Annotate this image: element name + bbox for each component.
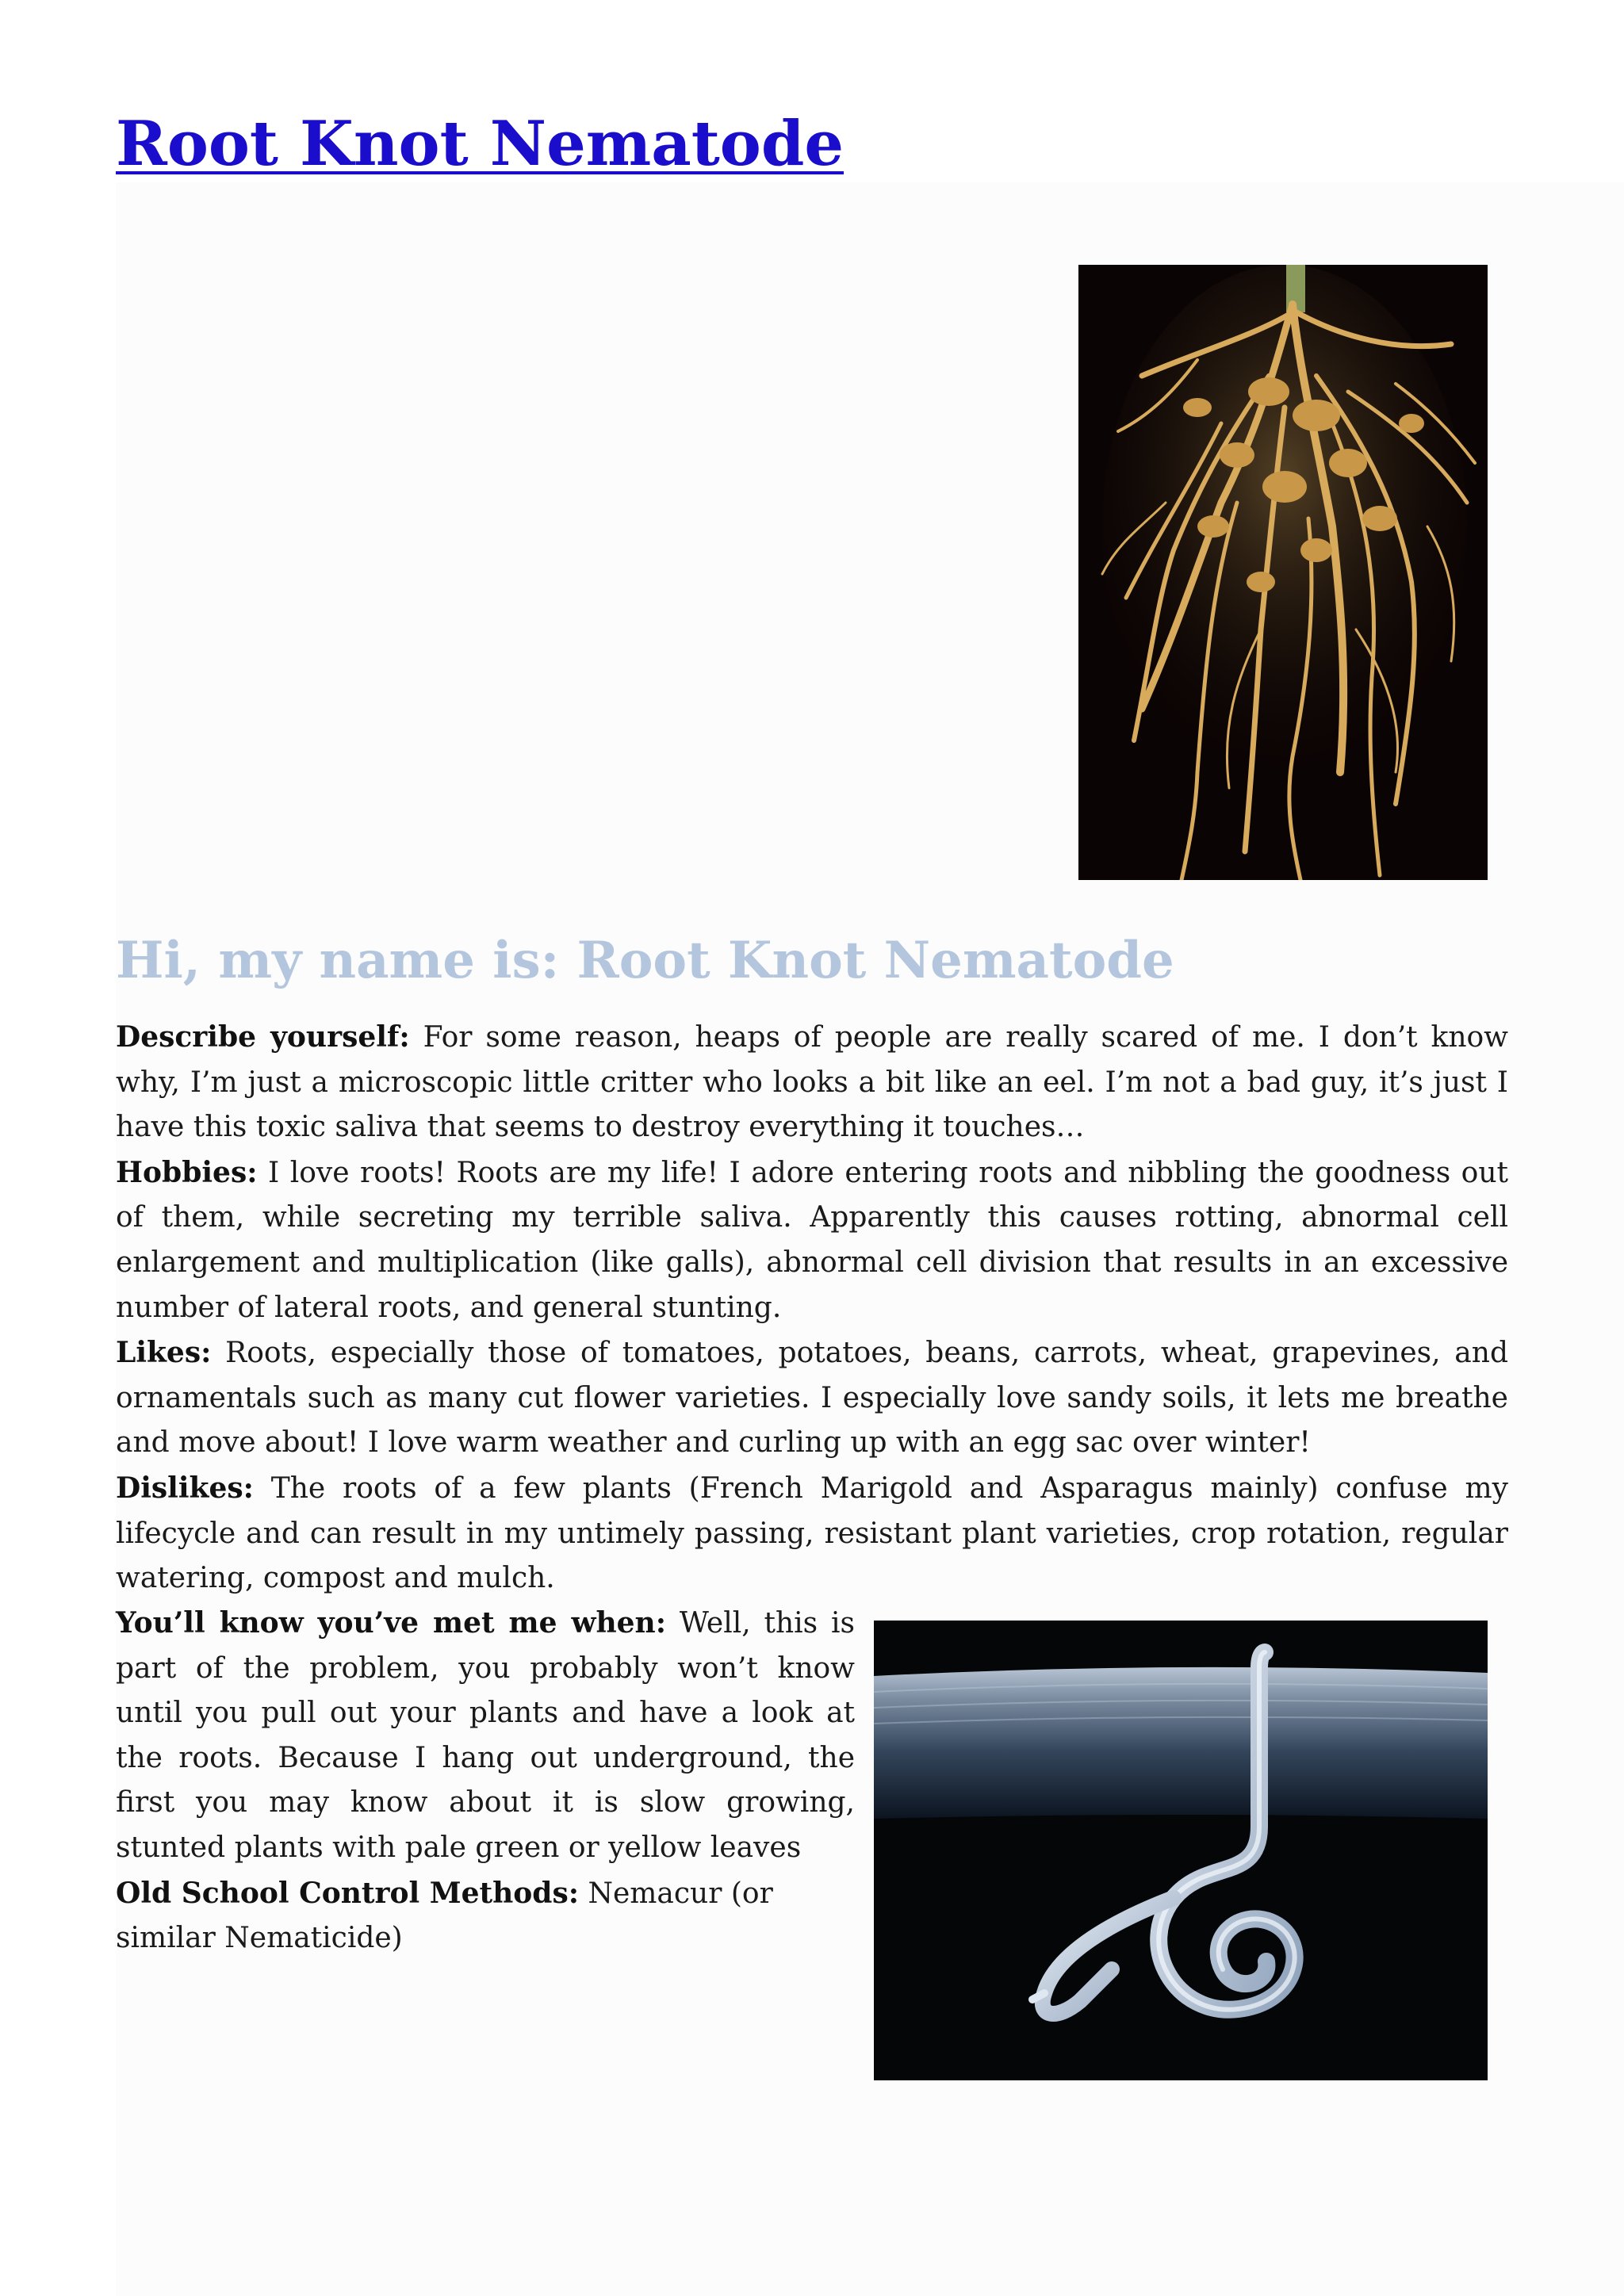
met-paragraph: [116, 1601, 855, 1871]
hobbies-paragraph: [116, 1150, 1508, 1330]
describe-paragraph: [116, 1015, 1508, 1150]
describe-label: Describe yourself:: [116, 1020, 410, 1054]
dislikes-paragraph: [116, 1466, 1508, 1601]
hobbies-text: I love roots! Roots are my life! I adore entering roots and nibbling the goodness out of them, while secreting my terrible saliva. Apparently this causes rotting, abnormal cell enlargement and multiplication (like galls), abnormal cell division that results in an excessive number of lateral roots, and general stunting.: [116, 1156, 1508, 1324]
lower-text: [116, 1601, 855, 1961]
control-paragraph: [116, 1871, 855, 1961]
nematode-on-root-photo: [874, 1621, 1488, 2080]
page-title[interactable]: Root Knot Nematode: [116, 108, 844, 180]
section-heading: Hi, my name is: Root Knot Nematode: [116, 931, 1174, 990]
dislikes-label: Dislikes:: [116, 1471, 254, 1505]
control-text: Nemacur (or similar Nematicide): [116, 1877, 773, 1955]
root-knot-galls-photo: [1078, 265, 1488, 880]
describe-text: For some reason, heaps of people are really scared of me. I don’t know why, I’m just a microscopic little critter who looks a bit like an eel. I’m not a bad guy, it’s just I have this toxic saliva that seems to destroy everything it touches…: [116, 1021, 1508, 1144]
control-label: Old School Control Methods:: [116, 1876, 580, 1910]
profile-text: [116, 1015, 1508, 1601]
likes-label: Likes:: [116, 1336, 212, 1370]
likes-text: Roots, especially those of tomatoes, potatoes, beans, carrots, wheat, grapevines, and ornamentals such as many cut flower varieties. I especially love sandy soils, it lets me breathe and move about! I love warm weather and curling up with an egg sac over winter!: [116, 1337, 1508, 1460]
met-text: Well, this is part of the problem, you probably won’t know until you pull out your plants and have a look at the roots. Because I hang out underground, the first you may know about it is slow growing, stunted plants with pale green or yellow leaves: [116, 1607, 855, 1864]
hobbies-label: Hobbies:: [116, 1155, 258, 1189]
met-label: You’ll know you’ve met me when:: [116, 1606, 666, 1640]
dislikes-text: The roots of a few plants (French Marigold and Asparagus mainly) confuse my lifecycle and can result in my untimely passing, resistant plant varieties, crop rotation, regular watering, compost and mulch.: [116, 1471, 1508, 1595]
likes-paragraph: [116, 1330, 1508, 1466]
